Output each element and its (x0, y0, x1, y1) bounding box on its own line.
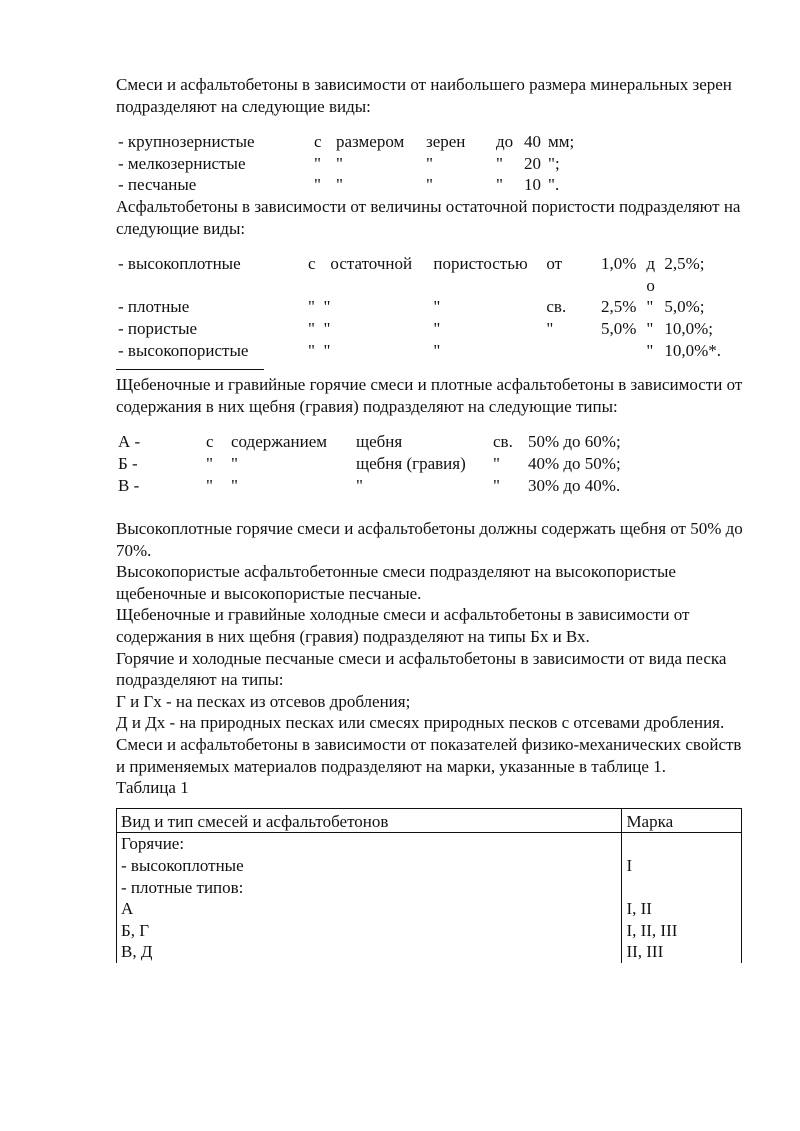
porosity-list (118, 253, 734, 361)
table-header-cell: Марка (622, 808, 742, 833)
list-item-cell: с (314, 132, 322, 152)
list-item-cell: - высокоплотные (118, 254, 241, 274)
table-header-row (117, 808, 742, 833)
table-row (117, 855, 742, 877)
list-item-cell: " (496, 175, 503, 195)
table-caption: Таблица 1 (116, 778, 189, 798)
list-item-cell: св. (493, 432, 513, 452)
list-item-cell: щебня (гравия) (356, 453, 466, 473)
list-item-cell: до (496, 132, 514, 152)
list-item (118, 253, 734, 296)
list-item-cell: " (231, 453, 238, 473)
table-cell: Горячие: (117, 833, 622, 855)
list-item (118, 174, 574, 196)
list-item-cell: 40% до 50%; (528, 453, 621, 473)
table-cell: А (117, 898, 622, 920)
list-item-cell: " (314, 175, 321, 195)
list-item-cell: " (426, 153, 433, 173)
list-item-cell: " (336, 175, 343, 195)
list-item-cell: " (493, 453, 500, 473)
paragraph: Щебеночные и гравийные холодные смеси и асфальтобетоны в зависимости от содержания в них щебня (гравия) подразделяют на типы Бх и Вх. (116, 605, 690, 647)
list-item-cell: " (314, 153, 321, 173)
list-item (118, 153, 574, 175)
table-header-cell: Вид и тип смесей и асфальтобетонов (117, 808, 622, 833)
list-item-cell: " " (308, 340, 331, 360)
list-item-cell: Б - (118, 453, 138, 473)
list-item-cell: " (426, 175, 433, 195)
list-item-cell: " (433, 318, 441, 338)
list-item-cell: - плотные (118, 297, 190, 317)
table-cell: В, Д (117, 941, 622, 963)
list-item-cell (330, 318, 433, 340)
list-item-cell: - высокопористые (118, 340, 249, 360)
paragraph-porosity-intro: Асфальтобетоны в зависимости от величины остаточной пористости подразделяют на следующие виды: (116, 196, 741, 238)
paragraph: Д и Дх - на природных песках или смесях природных песков с отсевами дробления. (116, 713, 725, 733)
list-item-cell: остаточной (330, 254, 413, 274)
list-item-cell: " (496, 153, 503, 173)
list-item-cell: с (206, 432, 214, 452)
list-item-cell: - пористые (118, 318, 198, 338)
list-item-cell: размером (336, 132, 405, 152)
table-cell: - высокоплотные (117, 855, 622, 877)
list-item-cell: св. (546, 297, 567, 317)
list-item-cell: 5,0%; (664, 297, 705, 317)
list-item-cell: 40 (524, 132, 541, 152)
list-item-cell: мм; (548, 132, 575, 152)
list-item-cell: " (546, 318, 554, 338)
list-item-cell: " (646, 297, 654, 317)
grain-size-list (118, 131, 574, 196)
grades-table (116, 808, 742, 963)
list-item (118, 296, 734, 318)
table-cell: I, II (622, 898, 742, 920)
list-item-cell: " " (308, 297, 331, 317)
paragraph: Высокопористые асфальтобетонные смеси подразделяют на высокопористые щебеночные и высокопористые песчаные. (116, 562, 676, 603)
footnote-separator (116, 369, 264, 370)
list-item-cell: " (206, 475, 213, 495)
table-row (117, 833, 742, 855)
list-item (118, 340, 734, 362)
list-item-cell: с (308, 254, 316, 274)
list-item-cell: содержанием (231, 432, 328, 452)
paragraph: Смеси и асфальтобетоны в зависимости от показателей физико-механических свойств и применяемых материалов подразделяют на марки, указанные в таблице 1. (116, 735, 742, 776)
list-item-cell: А - (118, 432, 141, 452)
list-item-cell: щебня (356, 432, 403, 452)
list-item-cell: 20 (524, 153, 541, 173)
list-item-cell (330, 296, 433, 318)
list-item-cell: " (433, 340, 441, 360)
list-item-cell: " (433, 297, 441, 317)
list-item-cell: - песчаные (118, 175, 197, 195)
gravel-content-list (118, 431, 648, 496)
list-item-cell: " (356, 475, 363, 495)
list-item-cell: 10,0%; (664, 318, 714, 338)
table-row (117, 877, 742, 899)
list-item-cell: 1,0% (600, 254, 637, 274)
list-item-cell: 10 (524, 175, 541, 195)
table-cell: II, III (622, 941, 742, 963)
list-item-cell: " (206, 453, 213, 473)
paragraph-size-intro: Смеси и асфальтобетоны в зависимости от наибольшего размера минеральных зерен подразделяют на следующие виды: (116, 75, 732, 116)
list-item-cell: 2,5% (600, 297, 637, 317)
list-item-cell: 50% до 60%; (528, 432, 621, 452)
list-item (118, 318, 734, 340)
table-cell (622, 877, 742, 899)
table-row (117, 941, 742, 963)
list-item (118, 475, 648, 497)
list-item (118, 431, 648, 453)
table-cell: Б, Г (117, 920, 622, 942)
list-item-cell: " (646, 340, 654, 360)
table-cell (622, 833, 742, 855)
table-cell: I, II, III (622, 920, 742, 942)
list-item-cell: " (336, 153, 343, 173)
list-item-cell: " (231, 475, 238, 495)
table-cell: I (622, 855, 742, 877)
list-item-cell: пористостью (433, 254, 528, 274)
list-item-cell: " " (308, 318, 331, 338)
list-item-cell (546, 340, 586, 362)
paragraph: Высокоплотные горячие смеси и асфальтобетоны должны содержать щебня от 50% до 70%. (116, 519, 743, 560)
table-row (117, 898, 742, 920)
list-item-cell: 2,5%; (664, 254, 705, 274)
list-item-cell: от (546, 254, 563, 274)
list-item-cell: 5,0% (600, 318, 637, 338)
list-item-cell: - мелкозернистые (118, 153, 246, 173)
list-item-cell: зерен (426, 132, 466, 152)
table-cell: - плотные типов: (117, 877, 622, 899)
list-item-cell: 10,0%*. (664, 340, 722, 360)
list-item-cell: "; (548, 153, 560, 173)
list-item (118, 131, 574, 153)
list-item-cell: " (646, 318, 654, 338)
document-page (116, 74, 746, 963)
list-item-cell: д о (646, 254, 656, 295)
paragraph: Горячие и холодные песчаные смеси и асфальтобетоны в зависимости от вида песка подразделяют на типы: (116, 648, 727, 690)
paragraph: Г и Гх - на песках из отсевов дробления; (116, 691, 411, 711)
list-item-cell: " (493, 475, 500, 495)
table-row (117, 920, 742, 942)
list-item-cell: 30% до 40%. (528, 475, 621, 495)
list-item-cell: - крупнозернистые (118, 132, 255, 152)
list-item-cell: В - (118, 475, 140, 495)
paragraph-gravel-intro: Щебеночные и гравийные горячие смеси и плотные асфальтобетоны в зависимости от содержания в них щебня (гравия) подразделяют на следующие типы: (116, 375, 743, 416)
list-item-cell: ". (548, 175, 560, 195)
list-item-cell (330, 340, 433, 362)
list-item (118, 453, 648, 475)
list-item-cell (586, 340, 646, 362)
